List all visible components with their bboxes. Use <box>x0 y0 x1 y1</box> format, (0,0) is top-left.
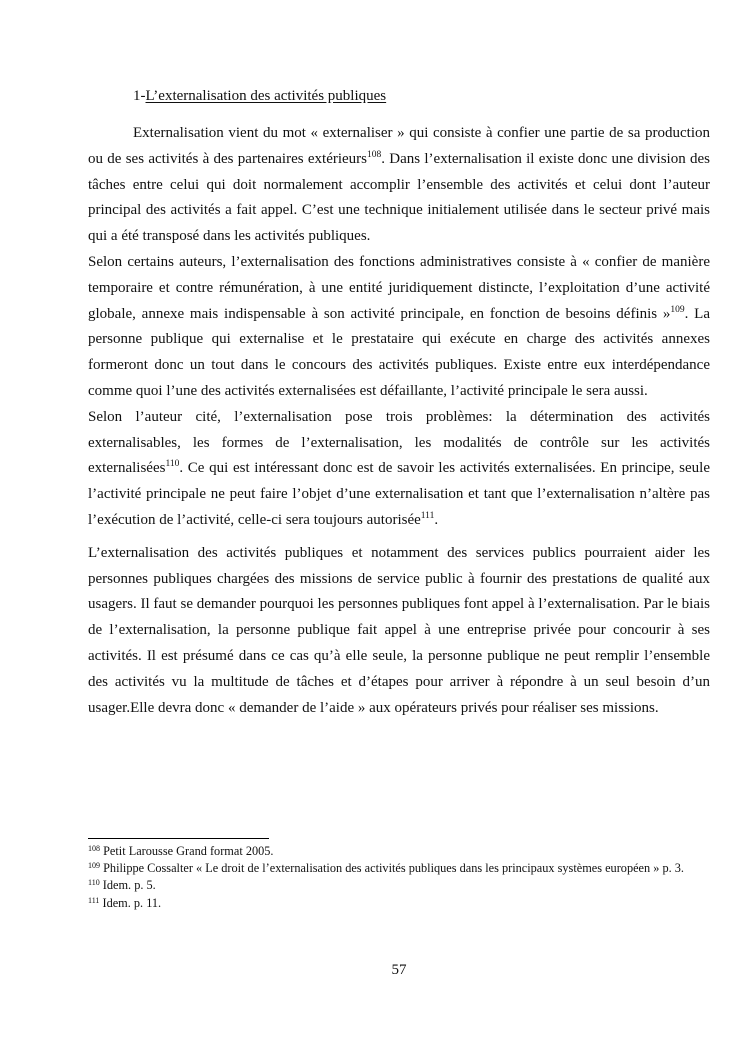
text: . La personne publique qui externalise et le prestataire qui exécute en charge des activités annexes formeront donc un tout dans le concours des activités publiques. Existe entre eux interdépendance comme quoi l’une des activités externalisées est défaillante, l’activité principale le sera aussi. <box>88 305 710 399</box>
text: . <box>434 511 439 528</box>
text: Selon l’auteur cité, l’externalisation pose trois problèmes: la détermination des activités externalisables, les formes de l’externalisation, les modalités de contrôle sur les activités externalisées <box>88 408 710 477</box>
text: . Dans l’externalisation il existe donc une division des tâches entre celui qui doit normalement accomplir l’ensemble des activités et celui dont l’auteur principal des activités a fait appel. C’est une technique initialement utilisée dans le secteur privé mais qui a été transposé dans les activités publiques. <box>88 150 710 245</box>
paragraph <box>88 405 710 534</box>
footnote-number: 110 <box>88 878 100 888</box>
footnote <box>88 877 710 894</box>
footnote-ref[interactable]: 109 <box>670 304 685 315</box>
footnotes <box>88 843 710 912</box>
footnote <box>88 860 710 877</box>
paragraph <box>88 121 710 250</box>
footnote-ref[interactable]: 108 <box>367 149 382 160</box>
footnote-text: Idem. p. 5. <box>102 878 156 893</box>
paragraph <box>88 250 710 405</box>
page-number: 57 <box>391 962 407 978</box>
paragraph <box>88 541 710 722</box>
heading-title: L’externalisation des activités publiques <box>145 88 387 104</box>
text: . Ce qui est intéressant donc est de savoir les activités externalisées. En principe, seule l’activité principale ne peut faire l’objet d’une externalisation et tant que l’externalisation n’altère pas l’exécution de l’activité, celle-ci sera toujours autorisée <box>88 460 710 528</box>
footnote-ref[interactable]: 110 <box>165 459 180 470</box>
footnote-number: 109 <box>88 861 100 871</box>
footnote-number: 108 <box>88 844 100 853</box>
footnote-text: Petit Larousse Grand format 2005. <box>103 844 274 858</box>
body-text <box>88 121 710 721</box>
footnote-separator <box>88 838 269 839</box>
text: L’externalisation des activités publiques et notamment des services publics pourraient aider les personnes publiques chargées des missions de service public à fournir des prestations de qualité aux usagers. Il faut se demander pourquoi les personnes publiques font appel à l’externalisation. Par le biais de l’externalisation, la personne publique fait appel à une entreprise privée pour concourir à ses activités. Il est présumé dans ce cas qu’à elle seule, la personne publique ne peut remplir l’ensemble des activités vu la multitude de tâches et d’étapes pour arriver à répondre à un seul besoin d’un usager.Elle devra donc « demander de l’aide » aux opérateurs privés pour réaliser ses missions. <box>88 544 710 716</box>
heading-number: 1- <box>133 88 146 104</box>
footnote-text: Idem. p. 11. <box>102 895 162 910</box>
footnote-ref[interactable]: 111 <box>420 510 435 521</box>
footnote <box>88 895 710 912</box>
footnote-text: Philippe Cossalter « Le droit de l’externalisation des activités publiques dans les principaux systèmes européen » p. 3. <box>103 861 684 876</box>
section-heading <box>133 88 386 105</box>
text: Externalisation vient du mot « externaliser » qui consiste à confier une partie de sa production ou de ses activités à des partenaires extérieurs <box>88 125 710 167</box>
footnote <box>88 843 710 860</box>
text: Selon certains auteurs, l’externalisation des fonctions administratives consiste à « confier de manière temporaire et contre rémunération, à une entité juridiquement distincte, l’exploitation d’une activité globale, annexe mais indispensable à son activité principale, en fonction de besoins définis » <box>88 253 710 322</box>
footnote-number: 111 <box>88 895 100 905</box>
